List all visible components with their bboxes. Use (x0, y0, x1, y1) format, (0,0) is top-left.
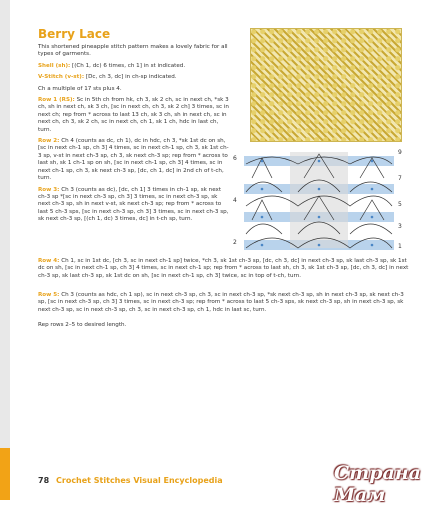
row3-text: Ch 3 (counts as dc), [dc, ch 1] 3 times in ch-1 sp, sk next ch-3 sp *[sc in next ch-3 sp, ch 3] 3 times, sc in next ch-3 sp, sk next ch-3 sp, sh in next v-st, sk next ch-3 sp; rep from * across to last 5 ch-3 sps, [sc in next ch-3 sp, ch 3] 3 times, sc in next ch-3 sp, sk next ch-3 sp, [(ch 1, dc) 3 times, dc] in t-ch sp, turn. (38, 186, 229, 223)
shell-definition (38, 63, 230, 70)
row5-instructions (38, 292, 412, 314)
intro-column (38, 44, 230, 228)
row5-text: Ch 3 (counts as hdc, ch 1 sp), sc in next ch-3 sp, ch 3, sc in next ch-3 sp, *sk next ch-3 sp, sh in next ch-3 sp, sk next ch-3 sp, [sc in next ch-3 sp, ch 3] 3 times, sc in next ch-3 sp; rep from * across to last 5 ch-3 sps, sk next ch-3 sp, sh in next ch-3 sp, sk next ch-3 sp, sc in next ch-3 sp, ch 3, sc in next ch-3 sp, ch 1, hdc in last sc, turn. (38, 292, 404, 313)
row-label-right: 1 (398, 243, 402, 250)
row1-instructions (38, 97, 230, 134)
row4-instructions (38, 258, 412, 280)
row-label-right: 9 (398, 149, 402, 156)
row2-label: Row 2: (38, 138, 60, 145)
row3-label: Row 3: (38, 186, 60, 193)
row-label-left: 2 (233, 239, 237, 246)
site-watermark: Страна Мам (334, 462, 421, 506)
row2-instructions (38, 138, 230, 182)
shell-text: [(Ch 1, dc) 6 times, ch 1] in st indicated. (72, 62, 186, 69)
page-number: 78 (38, 476, 50, 485)
repeat-note (38, 322, 412, 329)
row-label-left: 6 (233, 155, 237, 162)
row3-instructions (38, 187, 230, 224)
row-label-right: 5 (398, 201, 402, 208)
repeat-text: Rep rows 2–5 to desired length. (38, 322, 127, 328)
stitch-diagram (232, 148, 410, 252)
page-title: Berry Lace (38, 27, 111, 41)
row-label-right: 7 (398, 175, 402, 182)
shell-label: Shell (sh): (38, 62, 71, 69)
chain-multiple: Ch a multiple of 17 sts plus 4. (38, 85, 122, 92)
row1-text: Sc in 5th ch from hk, ch 3, sk 2 ch, sc in next ch, *sk 3 ch, sh in next ch, sk 3 ch, [sc in next ch, ch 3, sk 2 ch] 3 times, sc in next ch; rep from * across to last 13 ch, sk 3 ch, sh in next ch, sc in next ch, ch 3, sk 2 ch, sc in next ch, ch 1, sk 1 ch, hdc in last ch, turn. (38, 97, 229, 133)
page-edge-bar (0, 0, 10, 500)
row4-text: Ch 1, sc in 1st dc, [ch 3, sc in next ch-1 sp] twice, *ch 3, sk 1st ch-3 sp, [dc, ch 3, dc] in next ch-3 sp, sk last ch-3 sp, sk 1st dc on sh, [sc in next ch-1 sp, ch 3] 4 times, sc in next ch-1 sp; rep from * across to last sh, ch 3, sk 1st ch-3 sp, [dc, ch 3, dc] in next ch-3 sp, sk last ch-3 sp, sk 1st dc on sh, [sc in next ch-1 sp, ch 3] twice, sc in top of t-ch, turn. (38, 258, 409, 279)
row-label-right: 3 (398, 223, 402, 230)
page-tab-accent (0, 448, 10, 500)
row4-label: Row 4: (38, 258, 60, 264)
intro-text: This shortened pineapple stitch pattern makes a lovely fabric for all types of garments. (38, 44, 228, 58)
vstitch-definition (38, 74, 230, 81)
row5-label: Row 5: (38, 292, 60, 298)
vstitch-text: [Dc, ch 3, dc] in ch-sp indicated. (85, 74, 177, 81)
swatch-photo (250, 28, 402, 142)
row-label-left: 4 (233, 197, 237, 204)
book-title: Crochet Stitches Visual Encyclopedia (56, 476, 223, 485)
row2-text: Ch 4 (counts as dc, ch 1), dc in hdc, ch 3, *sk 1st dc on sh, [sc in next ch-1 sp, ch 3] 4 times, sc in next ch-1 sp, ch 3, sk 1st ch-3 sp, v-st in next ch-3 sp, ch 3, sk next ch-3 sp; rep from * across to last sh, sk 1 ch-1 sp on sh, [sc in next ch-1 sp, ch 3] 4 times, sc in next ch-1 sp, ch 3, sk next ch-3 sp, [dc, ch 1, dc] in 2nd ch of t-ch, turn. (38, 138, 229, 182)
vstitch-label: V-Stitch (v-st): (38, 74, 85, 81)
row1-label: Row 1 (RS): (38, 97, 75, 104)
